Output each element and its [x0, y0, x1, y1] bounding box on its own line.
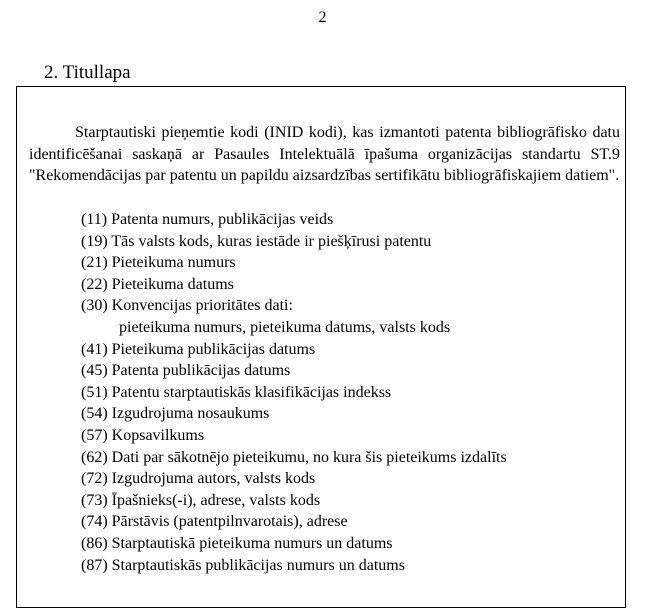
inid-code-62: (62) Dati par sākotnējo pieteikumu, no kura šis pieteikums izdalīts [81, 448, 507, 466]
inid-code-21: (21) Pieteikuma numurs [81, 254, 236, 272]
inid-code-11: (11) Patenta numurs, publikācijas veids [81, 211, 334, 228]
inid-code-list [81, 209, 507, 576]
inid-code-57: (57) Kopsavilkums [81, 426, 205, 444]
inid-code-73: (73) Īpašnieks(-i), adrese, valsts kods [81, 491, 321, 509]
inid-code-22: (22) Pieteikuma datums [81, 275, 234, 293]
inid-code-86: (86) Starptautiskā pieteikuma numurs un datums [81, 534, 393, 552]
inid-code-51: (51) Patentu starptautiskās klasifikācijas indekss [81, 383, 392, 401]
inid-code-74: (74) Pārstāvis (patentpilnvarotais), adrese [81, 513, 348, 531]
content-box [16, 86, 626, 608]
section-heading: 2. Titullapa [44, 62, 131, 83]
inid-code-45: (45) Patenta publikācijas datums [81, 362, 291, 380]
inid-code-72: (72) Izgudrojuma autors, valsts kods [81, 470, 316, 488]
inid-code-41: (41) Pieteikuma publikācijas datums [81, 340, 316, 358]
intro-paragraph: Starptautiski pieņemtie kodi (INID kodi), kas izmantoti patenta bibliogrāfisko datu identificēšanai saskaņā ar Pasaules Intelektuālā īpašuma organizācijas standartu ST.9 "Rekomendācijas par patentu un papildu aizsardzības sertifikātu bibliogrāfiskajiem datiem". [29, 124, 620, 185]
inid-code-19: (19) Tās valsts kods, kuras iestāde ir piešķīrusi patentu [81, 232, 432, 250]
inid-code-54: (54) Izgudrojuma nosaukums [81, 405, 270, 423]
inid-code-30: (30) Konvencijas prioritātes dati: [81, 297, 293, 315]
inid-code-87: (87) Starptautiskās publikācijas numurs un datums [81, 556, 405, 574]
page-number: 2 [318, 9, 327, 26]
inid-code-30-detail: pieteikuma numurs, pieteikuma datums, valsts kods [119, 318, 451, 336]
